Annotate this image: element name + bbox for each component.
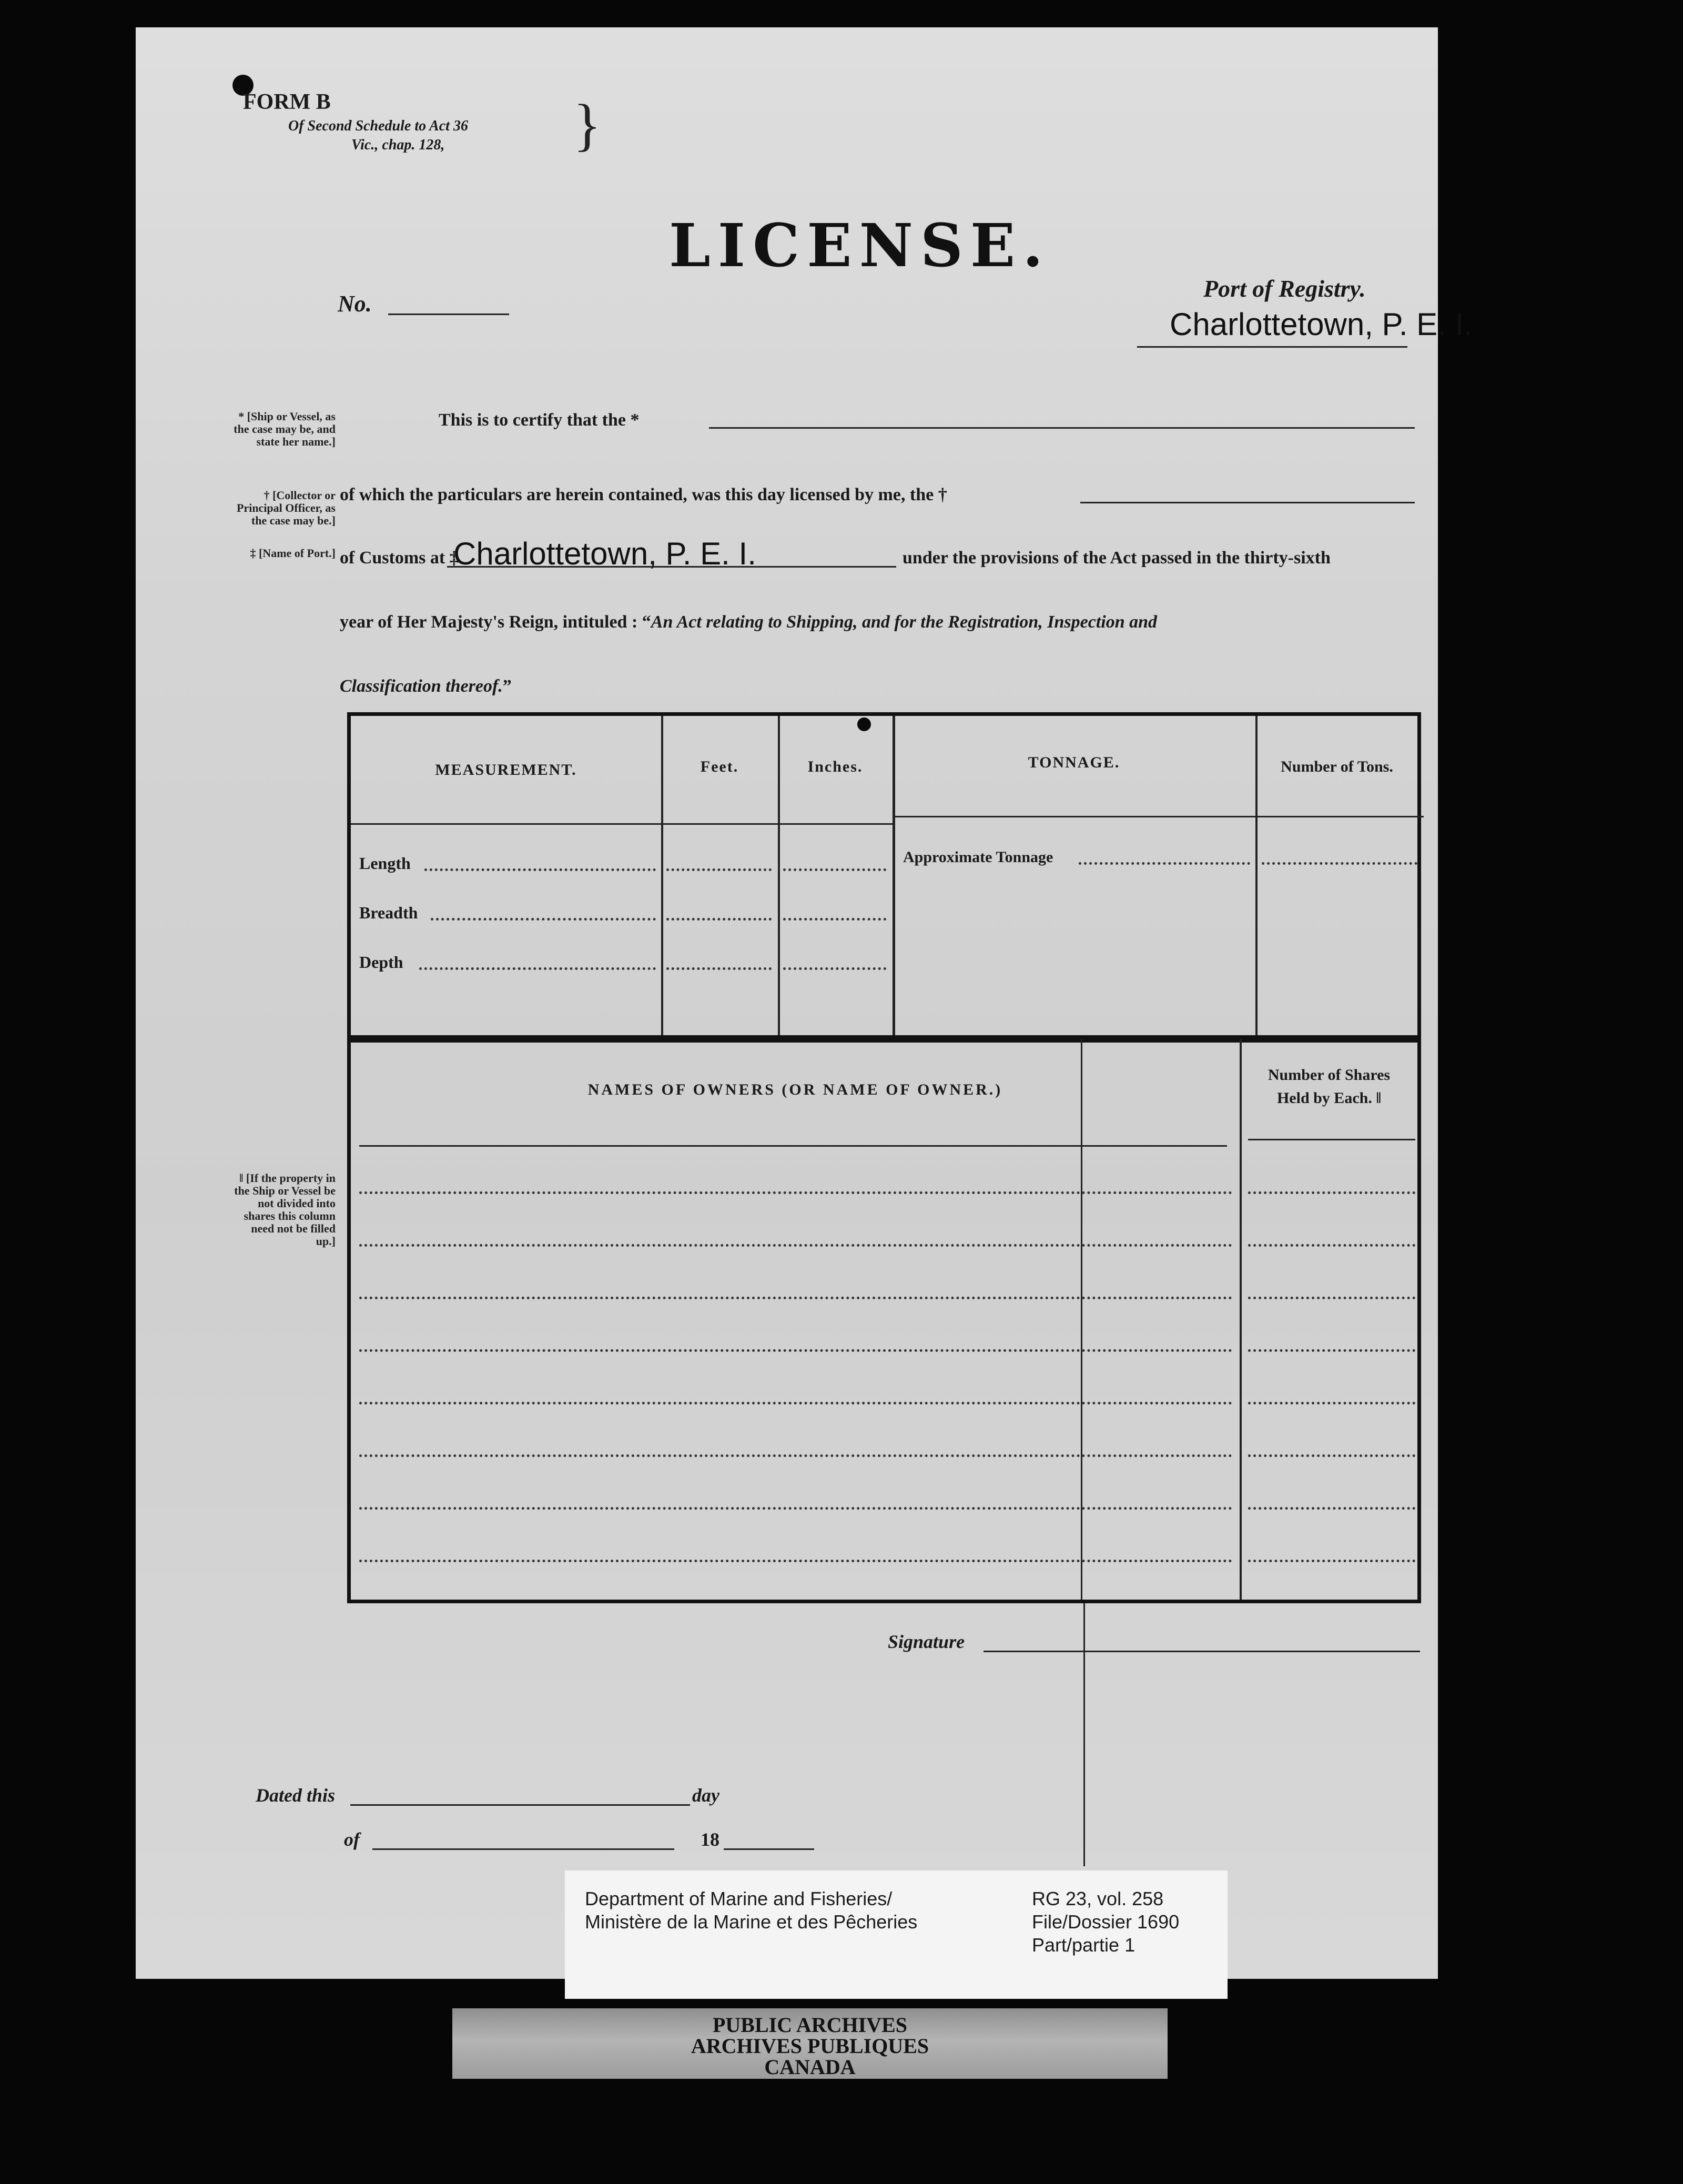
certify-line-3-prefix: of Customs at ‡	[340, 548, 459, 568]
dated-month-line	[372, 1848, 674, 1850]
day-label: day	[692, 1785, 719, 1806]
side-note-shares: ‖ [If the property in the Ship or Vessel be not divided into shares this column need not be filled up.]	[234, 1171, 336, 1248]
port-of-registry-label: Port of Registry.	[1203, 275, 1366, 302]
side-note-collector: † [Collector or Principal Officer, as the case may be.]	[237, 489, 336, 527]
certify-line-4-plain: year of Her Majesty's Reign, intituled : “	[340, 612, 651, 632]
paper-fold-line	[1083, 1603, 1085, 1866]
of-label: of	[344, 1829, 360, 1850]
shares-column-divider	[1240, 1039, 1242, 1600]
tons-value-dots	[1262, 862, 1417, 865]
owner-row-7-dots	[359, 1507, 1232, 1510]
length-inches-dots	[783, 868, 886, 871]
number-label: No.	[338, 291, 372, 317]
stamp-line-3: CANADA	[764, 2055, 856, 2079]
length-feet-dots	[666, 868, 772, 871]
owners-table	[347, 1035, 1421, 1603]
customs-port-line	[447, 566, 896, 568]
tons-header: Number of Tons.	[1281, 758, 1393, 775]
schedule-line-1: Of Second Schedule to Act 36	[288, 118, 468, 134]
port-of-registry-value: Charlottetown, P. E. I.	[1170, 307, 1473, 342]
act-title-part-1: An Act relating to Shipping, and for the Registration, Inspection and	[651, 612, 1158, 632]
owner-row-8-dots	[359, 1560, 1232, 1562]
owner-row-1-dots	[359, 1191, 1232, 1194]
side-note-vessel: * [Ship or Vessel, as the case may be, and state her name.]	[234, 410, 336, 448]
inches-header: Inches.	[807, 758, 863, 775]
archive-reference-card	[565, 1870, 1228, 1999]
side-note-port: ‡ [Name of Port.]	[250, 547, 336, 560]
certify-line-3-suffix: under the provisions of the Act passed in the thirty-sixth	[903, 548, 1331, 568]
shares-header-line-1: Number of Shares	[1268, 1066, 1391, 1084]
tonnage-header-rule	[893, 816, 1424, 817]
part-ref: Part/partie 1	[1032, 1934, 1135, 1956]
owner-row-5-dots	[359, 1402, 1232, 1404]
length-dots	[424, 868, 656, 871]
row-label-breadth: Breadth	[359, 903, 418, 922]
schedule-line-2: Vic., chap. 128,	[351, 137, 445, 153]
owners-header-rule	[359, 1145, 1227, 1147]
department-line-1: Department of Marine and Fisheries/	[585, 1888, 893, 1909]
owner-row-3-dots	[359, 1297, 1232, 1299]
act-title-part-2: Classification thereof.	[340, 676, 503, 696]
depth-inches-dots	[783, 967, 886, 970]
row-label-length: Length	[359, 854, 411, 873]
number-line	[388, 314, 509, 315]
certify-line-5	[340, 676, 512, 696]
shares-header-rule	[1248, 1139, 1415, 1140]
stamp-line-1: PUBLIC ARCHIVES	[712, 2013, 908, 2037]
approximate-tonnage-dots	[1079, 862, 1250, 865]
depth-feet-dots	[666, 967, 772, 970]
shares-row-7-dots	[1248, 1507, 1415, 1510]
department-line-2: Ministère de la Marine et des Pêcheries	[585, 1911, 918, 1933]
shares-row-6-dots	[1248, 1454, 1415, 1457]
breadth-feet-dots	[666, 918, 772, 921]
officer-line	[1080, 502, 1415, 503]
license-title: LICENSE.	[669, 211, 1051, 280]
public-archives-stamp	[452, 2008, 1168, 2079]
tonnage-header: TONNAGE.	[1028, 754, 1120, 771]
brace-mark: }	[573, 93, 601, 157]
breadth-inches-dots	[783, 918, 886, 921]
owner-row-6-dots	[359, 1454, 1232, 1457]
port-of-registry-line	[1137, 346, 1407, 348]
shares-row-1-dots	[1248, 1191, 1415, 1194]
signature-label: Signature	[888, 1631, 965, 1652]
row-label-depth: Depth	[359, 953, 403, 972]
year-prefix: 18	[701, 1829, 719, 1850]
shares-row-2-dots	[1248, 1244, 1415, 1247]
dated-label: Dated this	[256, 1785, 336, 1806]
owner-row-4-dots	[359, 1349, 1232, 1352]
approximate-tonnage-label: Approximate Tonnage	[903, 848, 1053, 866]
breadth-dots	[431, 918, 656, 921]
owners-header: NAMES OF OWNERS (OR NAME OF OWNER.)	[587, 1081, 1003, 1098]
certify-line-2: of which the particulars are herein contained, was this day licensed by me, the †	[340, 485, 947, 504]
stamp-line-2: ARCHIVES PUBLIQUES	[691, 2034, 929, 2058]
act-title-close-quote: ”	[502, 676, 512, 696]
measurement-table	[347, 712, 1421, 1043]
record-group-ref: RG 23, vol. 258	[1032, 1888, 1164, 1909]
depth-dots	[419, 967, 656, 970]
certify-line-1: This is to certify that the *	[439, 410, 640, 430]
customs-port-value: Charlottetown, P. E. I.	[453, 536, 756, 571]
feet-header: Feet.	[700, 758, 739, 775]
measurement-header: MEASUREMENT.	[435, 761, 577, 778]
measurement-header-rule	[351, 823, 893, 825]
vessel-name-line	[709, 427, 1415, 429]
owner-row-2-dots	[359, 1244, 1232, 1247]
form-label: FORM B	[243, 90, 331, 114]
signature-line	[984, 1651, 1420, 1652]
certify-line-4	[340, 612, 1157, 632]
shares-row-5-dots	[1248, 1402, 1415, 1404]
shares-row-3-dots	[1248, 1297, 1415, 1299]
shares-row-8-dots	[1248, 1560, 1415, 1562]
dated-day-line	[350, 1804, 690, 1806]
owners-fold-line	[1081, 1039, 1082, 1600]
year-line	[724, 1848, 814, 1850]
shares-row-4-dots	[1248, 1349, 1415, 1352]
shares-header-line-2: Held by Each. ‖	[1276, 1089, 1382, 1107]
license-document	[136, 27, 1473, 1979]
file-dossier-ref: File/Dossier 1690	[1032, 1911, 1180, 1933]
